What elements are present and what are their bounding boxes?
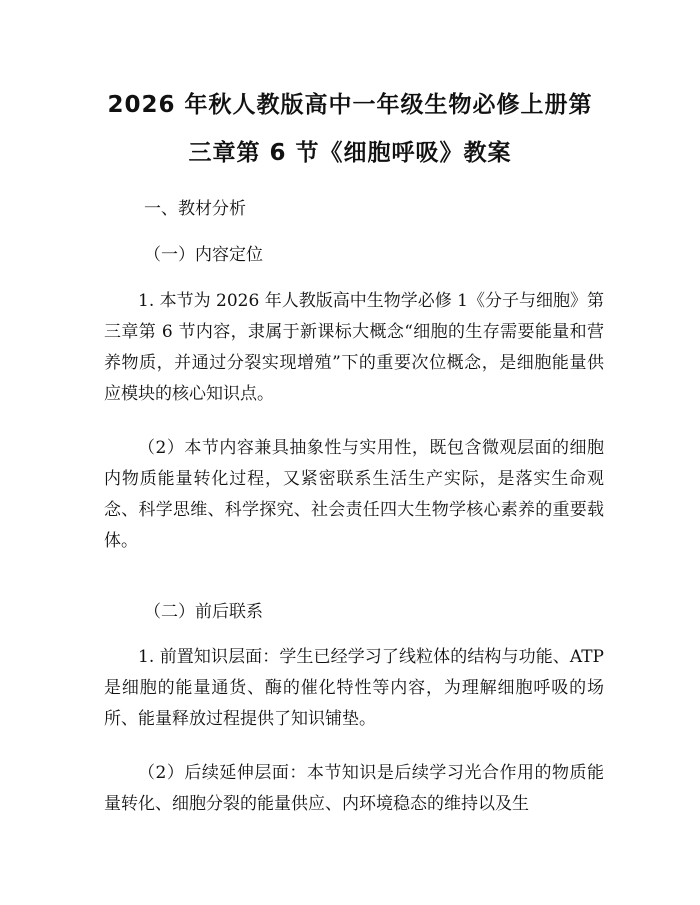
document-title-line-2: 三章第 6 节《细胞呼吸》教案 <box>188 140 512 166</box>
document-title-line-1: 2026 年秋人教版高中一年级生物必修上册第 <box>107 92 593 118</box>
paragraph-content-positioning-1: 1. 本节为 2026 年人教版高中生物学必修 1《分子与细胞》第三章第 6 节内容，隶属于新课标大概念“细胞的生存需要能量和营养物质，并通过分裂实现增殖”下的重要次位概念，是细胞能量供应模块的核心知识点。 <box>104 291 604 404</box>
subsection-heading-content-positioning: （一）内容定位 <box>144 245 263 265</box>
subsection-heading-connections: （二）前后联系 <box>144 602 263 622</box>
section-heading-textbook-analysis: 一、教材分析 <box>144 199 246 219</box>
paragraph-content-positioning-2: （2）本节内容兼具抽象性与实用性，既包含微观层面的细胞内物质能量转化过程，又紧密联系生活生产实际，是落实生命观念、科学思维、科学探究、社会责任四大生物学核心素养的重要载体。 <box>104 438 604 551</box>
paragraph-connections-1: 1. 前置知识层面：学生已经学习了线粒体的结构与功能、ATP 是细胞的能量通货、酶的催化特性等内容，为理解细胞呼吸的场所、能量释放过程提供了知识铺垫。 <box>104 647 604 729</box>
paragraph-connections-2: （2）后续延伸层面：本节知识是后续学习光合作用的物质能量转化、细胞分裂的能量供应、内环境稳态的维持以及生 <box>104 763 604 814</box>
